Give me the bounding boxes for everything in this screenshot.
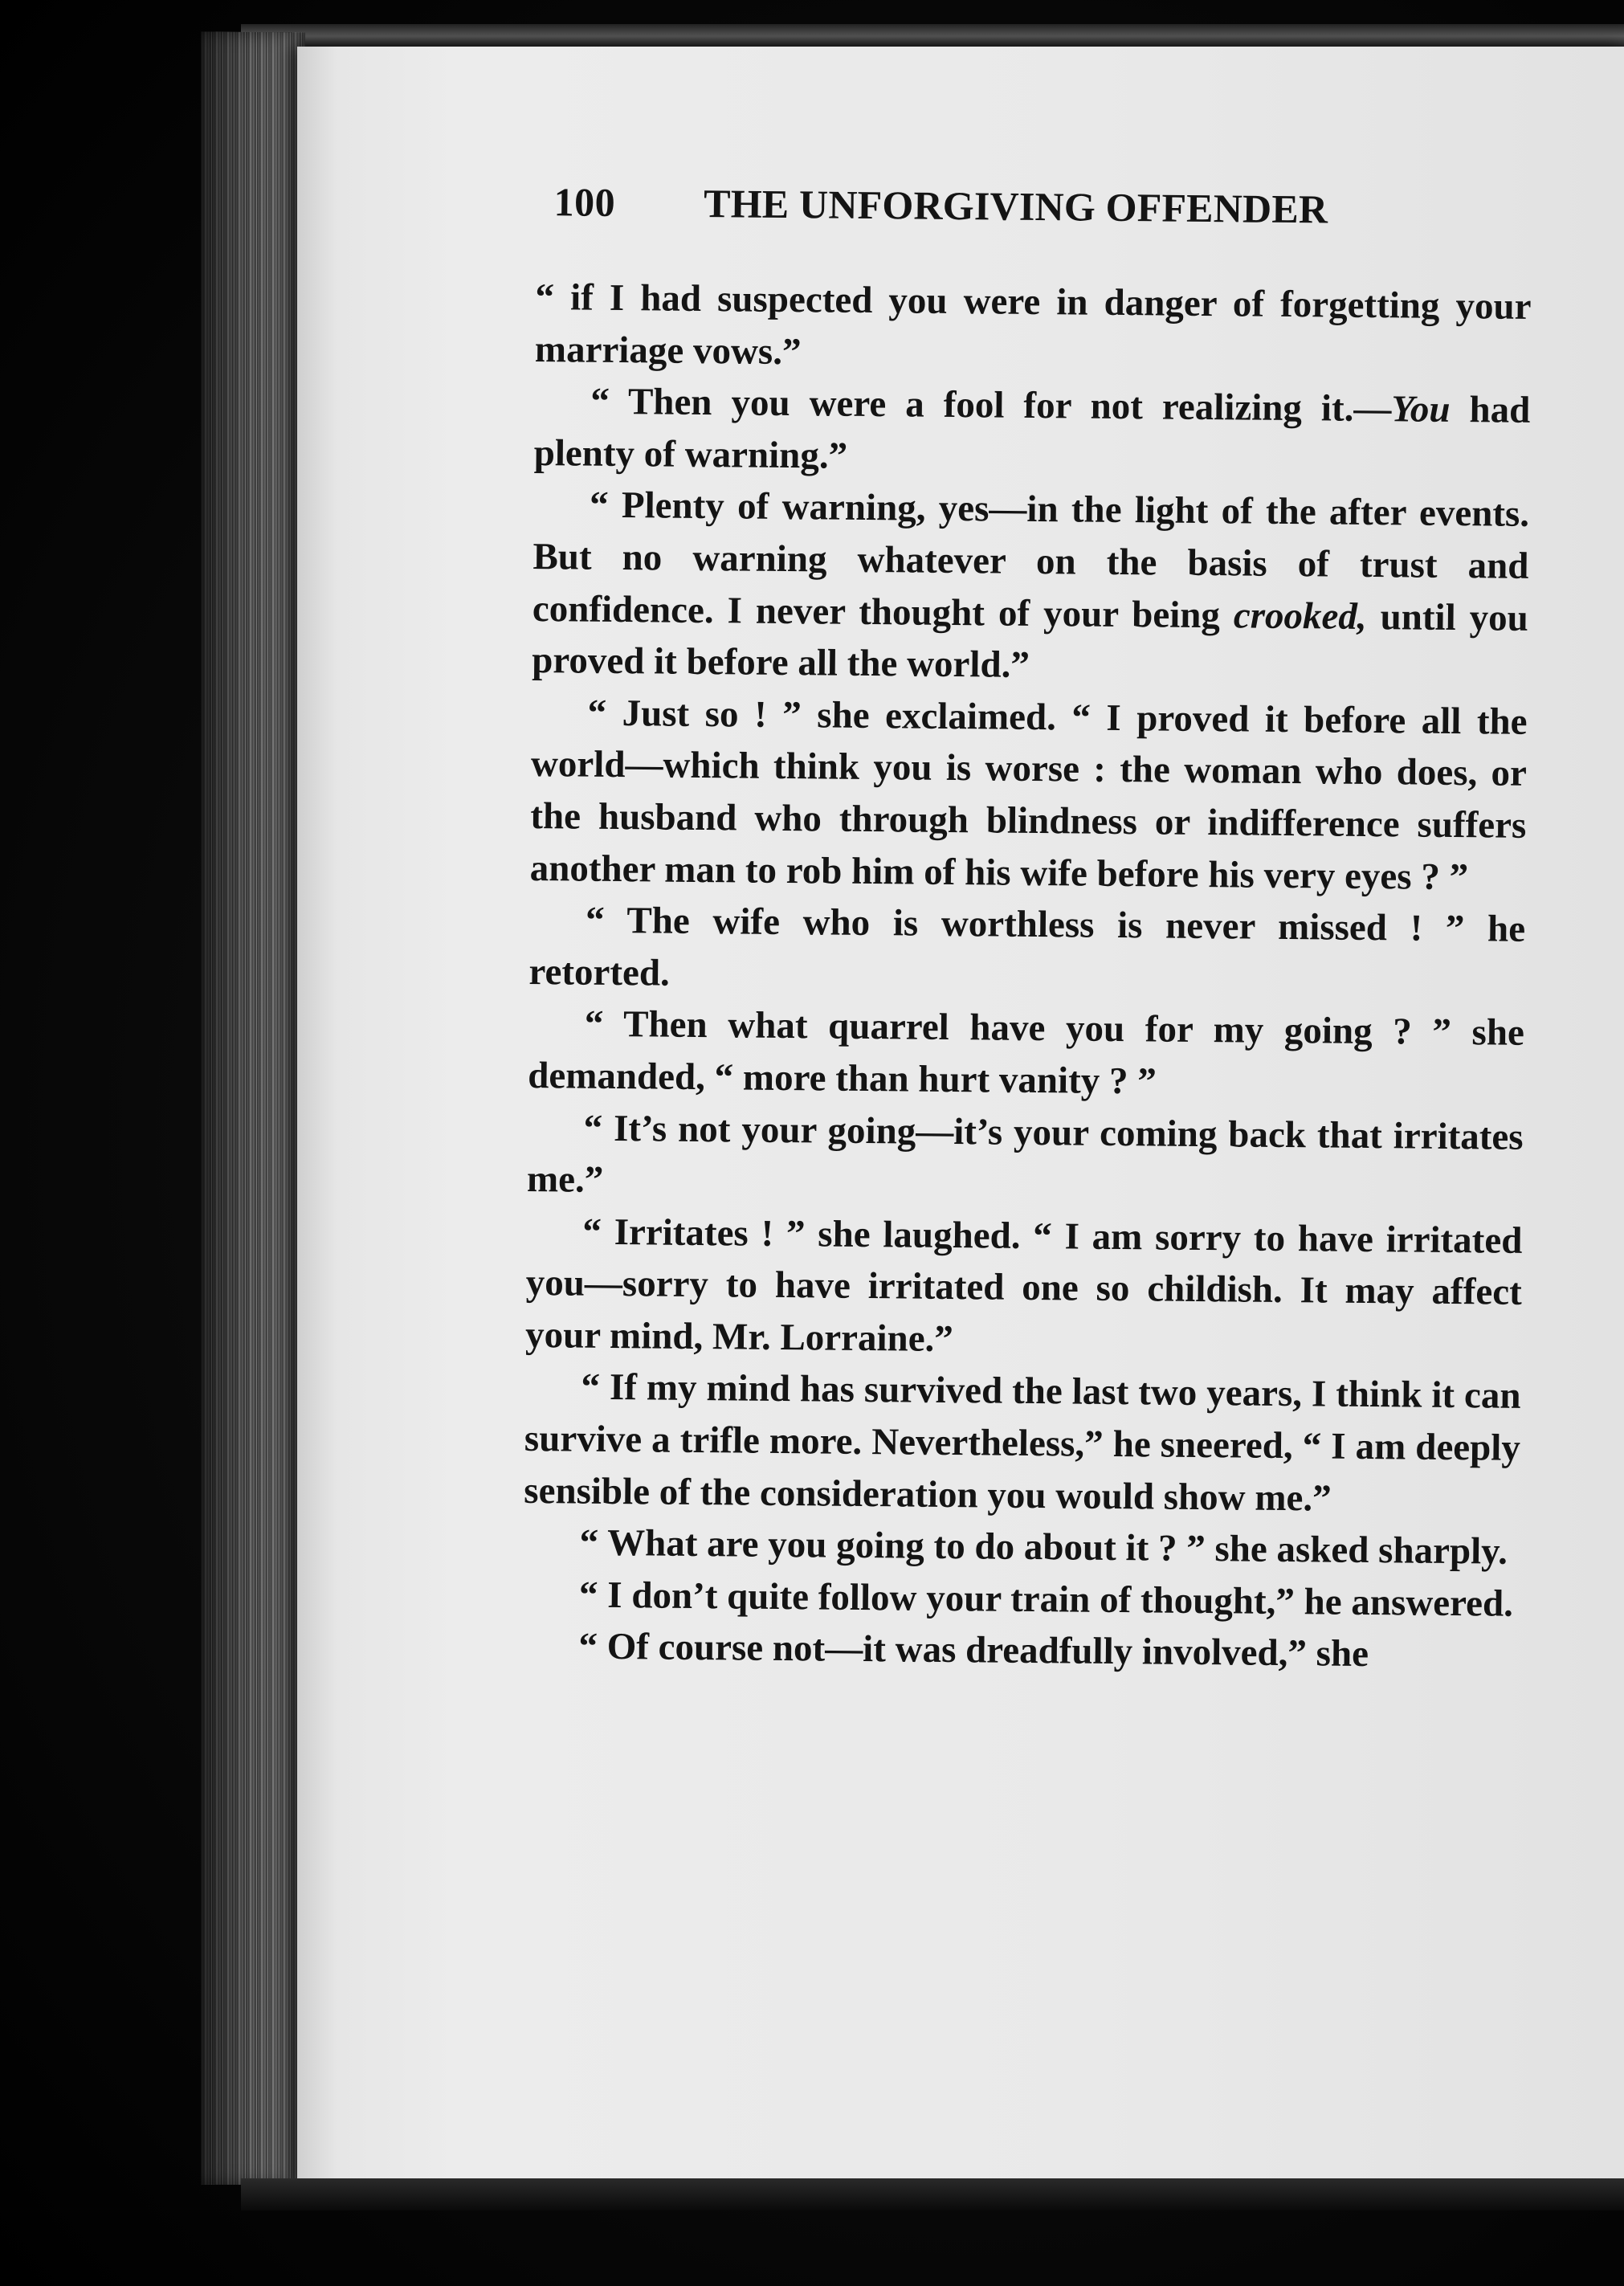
emphasis: crooked, <box>1233 594 1367 638</box>
paragraph: “ If my mind has survived the last two years, I think it can survive a trifle more. Nevertheless,” he sneered, “ I am deeply sensible of the consideration you would show me.” <box>524 1366 1521 1520</box>
page-number: 100 <box>553 179 616 225</box>
book-bottom-edge <box>241 2178 1624 2210</box>
paragraph: “ Irritates ! ” she laughed. “ I am sorry to have irritated you—sorry to have irritated one so childish. It may affect your mind, Mr. Lorraine.” <box>524 1210 1523 1360</box>
paragraph: “ Plenty of warning, yes—in the light of the after events. But no warning whatever on the basis of trust and confidence. I never thought of your being crooked, until you proved it before all the world.” <box>531 484 1530 687</box>
book-page-edges <box>201 32 305 2186</box>
paragraph: “ Then you were a fool for not realizing it.—You had plenty of warning.” <box>533 380 1531 477</box>
paragraph: “ The wife who is worthless is never missed ! ” he retorted. <box>528 899 1526 994</box>
paragraph: “ It’s not your going—it’s your coming back that irritates me.” <box>526 1107 1524 1201</box>
paragraph: “ Then what quarrel have you for my going ? ” she demanded, “ more than hurt vanity ? ” <box>528 1002 1525 1103</box>
paragraph: “ What are you going to do about it ? ” she asked sharply. <box>579 1521 1508 1573</box>
book-top-edge <box>241 24 1624 48</box>
paragraph: “ Just so ! ” she exclaimed. “ I proved it before all the world—which think you is worse : the woman who does, or the husband who through blindness or indifference suffers another man to rob him of his wife before his very eyes ? ” <box>529 692 1528 898</box>
paragraph: “ I don’t quite follow your train of thought,” he answered. <box>578 1574 1514 1625</box>
paragraph: “ Of course not—it was dreadfully involved,” she <box>578 1626 1369 1676</box>
running-title: THE UNFORGIVING OFFENDER <box>703 181 1328 232</box>
emphasis: You <box>1391 388 1451 431</box>
page-text-block <box>522 178 1532 1682</box>
paragraph: “ if I had suspected you were in danger of forgetting your marriage vows.” <box>534 276 1532 373</box>
running-head <box>553 178 1532 246</box>
